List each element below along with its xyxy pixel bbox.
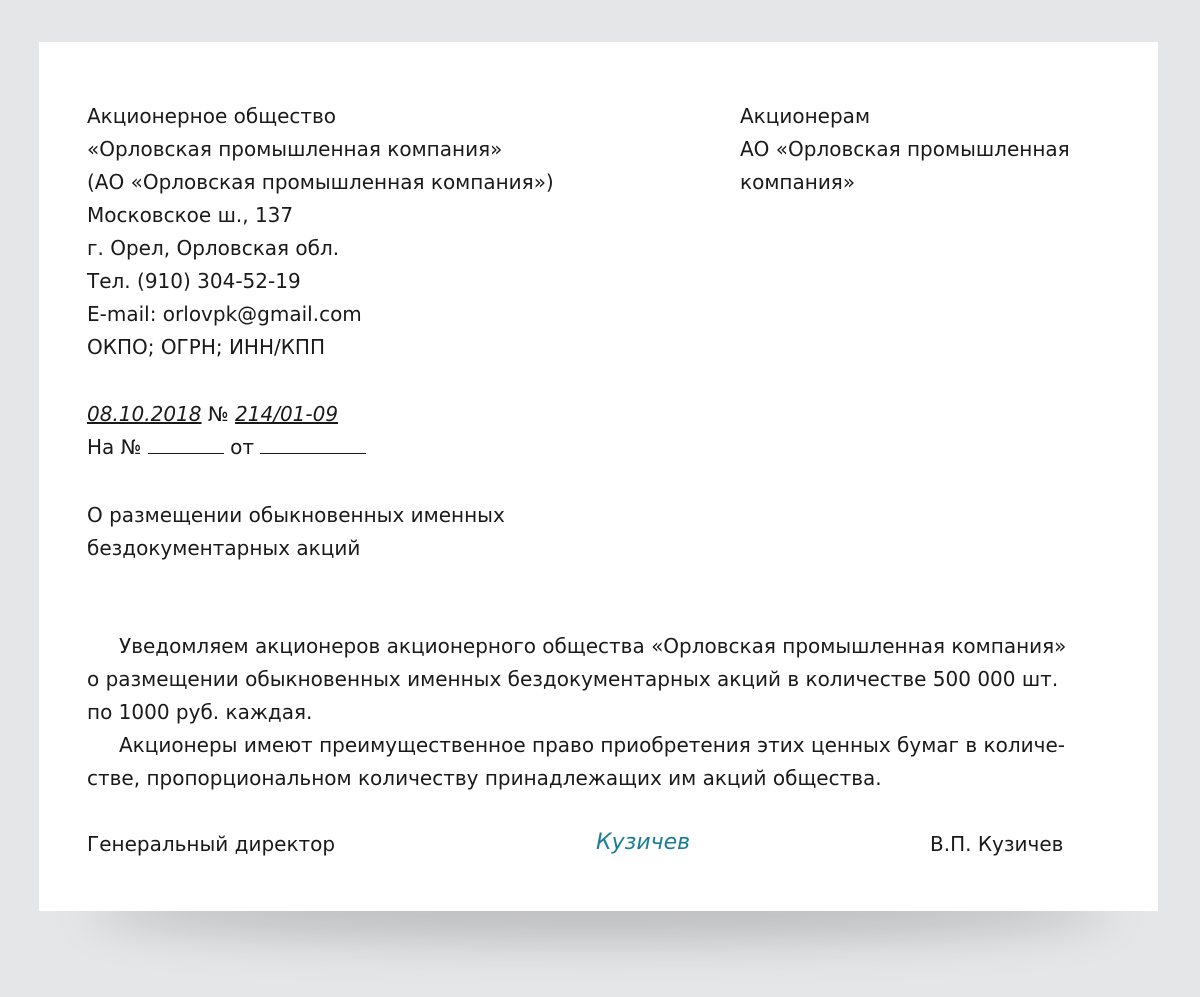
reply-label: На № (87, 435, 142, 459)
subject-line: О размещении обыкновенных именных (87, 503, 505, 527)
body-line: о размещении обыкновенных именных бездокументарных акций в количестве 500 000 шт. (87, 667, 1059, 691)
subject-block (87, 499, 505, 565)
letter-number: 214/01-09 (235, 402, 339, 426)
reference-block (87, 398, 366, 464)
handwritten-signature: Кузичев (596, 830, 691, 855)
sender-line: Тел. (910) 304-52-19 (87, 269, 301, 293)
sender-line: (АО «Орловская промышленная компания») (87, 170, 554, 194)
body-line: Уведомляем акционеров акционерного общества «Орловская промышленная компания» (119, 634, 1067, 658)
sender-line: г. Орел, Орловская обл. (87, 236, 340, 260)
signature-position: Генеральный директор (87, 832, 336, 856)
sender-line: E-mail: orlovpk@gmail.com (87, 302, 362, 326)
body-line: Акционеры имеют преимущественное право приобретения этих ценных бумаг в количе- (119, 733, 1065, 757)
sender-line: Акционерное общество (87, 104, 337, 128)
sender-line: ОКПО; ОГРН; ИНН/КПП (87, 335, 326, 359)
recipient-line: АО «Орловская промышленная (740, 137, 1070, 161)
subject-line: бездокументарных акций (87, 536, 361, 560)
body-line: по 1000 руб. каждая. (87, 700, 313, 724)
recipient-line: Акционерам (740, 104, 871, 128)
reply-date-blank (260, 431, 366, 454)
number-sign: № (207, 402, 229, 426)
sender-line: Московское ш., 137 (87, 203, 294, 227)
recipient-block (740, 100, 1070, 199)
sender-line: «Орловская промышленная компания» (87, 137, 503, 161)
letter-date: 08.10.2018 (87, 402, 202, 426)
body-text (87, 630, 1066, 795)
reply-number-blank (148, 431, 224, 454)
body-line: стве, пропорциональном количеству принадлежащих им акций общества. (87, 766, 882, 790)
signatory-name: В.П. Кузичев (930, 832, 1064, 856)
recipient-line: компания» (740, 170, 856, 194)
sender-block (87, 100, 554, 364)
letter-page (39, 42, 1158, 911)
from-label: от (230, 435, 255, 459)
